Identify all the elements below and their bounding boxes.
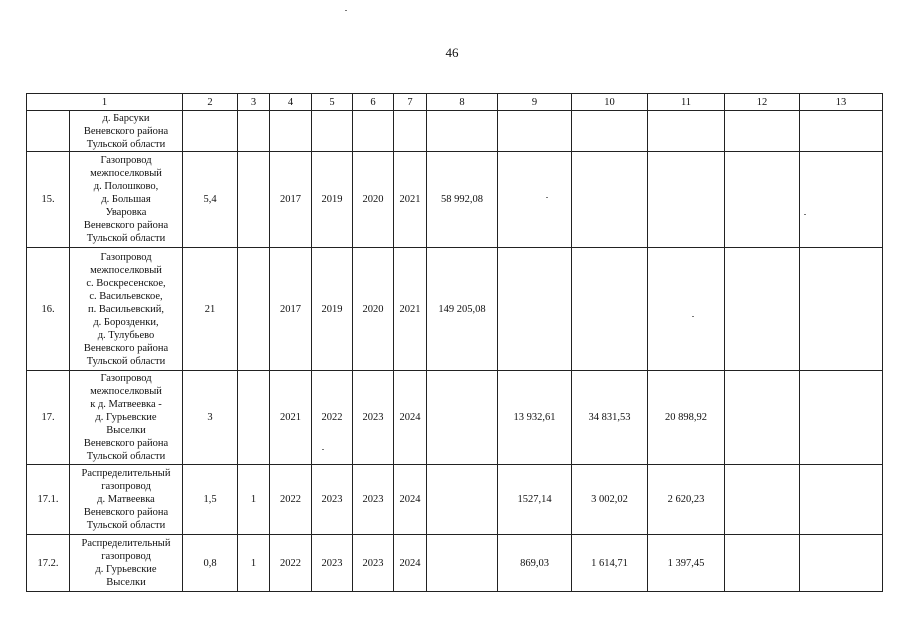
object-name-line: газопровод [101,551,151,562]
cell-col-4: 2017 [270,152,312,248]
cell-col-13 [800,111,883,152]
cell-col-13 [800,535,883,592]
cell-col-11: 1 397,45 [648,535,725,592]
cell-col-10: 1 614,71 [572,535,648,592]
table-row [27,465,883,535]
column-header-3: 3 [238,94,270,111]
cell-col-9: 869,03 [498,535,572,592]
cell-col-9 [498,248,572,371]
cell-col-9: 1527,14 [498,465,572,535]
cell-col-12 [725,248,800,371]
column-header-1: 1 [27,94,183,111]
object-name-line: к д. Матвеевка - [90,399,162,410]
object-name-line: межпоселковый [90,386,162,397]
cell-col-7: 2024 [394,371,427,465]
object-name-line: д. Гурьевские [95,412,157,423]
object-name-line: Газопровод [100,251,152,263]
cell-col-12 [725,465,800,535]
cell-col-8 [427,111,498,152]
cell-col-4: 2021 [270,371,312,465]
cell-col-11 [648,152,725,248]
cell-col-5: 2023 [312,535,353,592]
cell-col-9 [498,152,572,248]
cell-col-8: 58 992,08 [427,152,498,248]
cell-col-7: 2024 [394,465,427,535]
scan-speck [804,214,806,215]
cell-col-7: 2024 [394,535,427,592]
cell-col-5: 2019 [312,248,353,371]
cell-col-3 [238,152,270,248]
object-name-line: Веневского района [83,507,169,518]
cell-col-3: 1 [238,465,270,535]
cell-col-12 [725,111,800,152]
cell-col-10 [572,248,648,371]
cell-col-3 [238,248,270,371]
cell-col-8 [427,465,498,535]
cell-col-3: 1 [238,535,270,592]
column-header-11: 11 [648,94,725,111]
cell-col-4: 2022 [270,465,312,535]
cell-col-7: 2021 [394,152,427,248]
cell-col-11 [648,111,725,152]
column-header-13: 13 [800,94,883,111]
object-name-line: Тульской области [86,520,166,531]
object-name-cell [70,152,183,248]
row-number-cell [27,111,70,152]
object-name-cell [70,111,183,152]
column-header-5: 5 [312,94,353,111]
scan-speck [322,449,324,450]
cell-col-6: 2023 [353,465,394,535]
scan-speck [692,316,694,317]
object-name-line: Веневского района [83,342,169,354]
table-row [27,152,883,248]
object-name-cell [70,535,183,592]
object-name-line: Выселки [106,577,146,588]
cell-col-3 [238,111,270,152]
cell-col-4 [270,111,312,152]
object-name-line: д. Тулубьево [97,329,155,341]
cell-col-12 [725,152,800,248]
cell-col-6: 2020 [353,152,394,248]
cell-col-6 [353,111,394,152]
column-header-12: 12 [725,94,800,111]
cell-col-3 [238,371,270,465]
column-header-2: 2 [183,94,238,111]
object-name-line: межпоселковый [90,264,162,276]
cell-col-2: 5,4 [183,152,238,248]
row-number-cell: 15. [27,152,70,248]
object-name-line: Выселки [106,425,146,436]
object-name-line: Распределительный [81,538,171,549]
cell-col-13 [800,248,883,371]
cell-col-6: 2023 [353,535,394,592]
column-header-6: 6 [353,94,394,111]
cell-col-5: 2023 [312,465,353,535]
object-name-cell [70,371,183,465]
cell-col-5 [312,111,353,152]
object-name-line: Газопровод [100,373,152,384]
column-header-4: 4 [270,94,312,111]
page-number: 46 [445,45,459,60]
object-name-line: д. Полошково, [93,181,159,192]
cell-col-7 [394,111,427,152]
object-name-line: Распределительный [81,468,171,479]
cell-col-13 [800,371,883,465]
row-number-cell: 17.1. [27,465,70,535]
cell-col-6: 2020 [353,248,394,371]
object-name-line: с. Воскресенское, [86,277,166,289]
object-name-line: Газопровод [100,155,152,166]
object-name-line: Уваровка [105,207,147,218]
table-header-row [27,94,883,111]
cell-col-10 [572,111,648,152]
table-row [27,371,883,465]
cell-col-13 [800,465,883,535]
cell-col-2: 3 [183,371,238,465]
object-name-line: Веневского района [83,125,169,137]
object-name-line: д. Барсуки [102,112,150,124]
scan-speck [345,10,347,11]
cell-col-9 [498,111,572,152]
table-row [27,248,883,371]
cell-col-2: 0,8 [183,535,238,592]
scan-speck [546,197,548,198]
table-row [27,111,883,152]
object-name-line: Тульской области [86,233,166,244]
object-name-line: газопровод [101,481,151,492]
cell-col-12 [725,535,800,592]
cell-col-10 [572,152,648,248]
cell-col-11 [648,248,725,371]
cell-col-7: 2021 [394,248,427,371]
object-name-cell [70,248,183,371]
object-name-line: Веневского района [83,438,169,449]
row-number-cell: 16. [27,248,70,371]
column-header-7: 7 [394,94,427,111]
cell-col-10: 3 002,02 [572,465,648,535]
object-name-cell [70,465,183,535]
object-name-line: д. Гурьевские [95,564,157,575]
cell-col-12 [725,371,800,465]
object-name-line: с. Васильевское, [89,290,163,302]
column-header-8: 8 [427,94,498,111]
cell-col-4: 2022 [270,535,312,592]
cell-col-8 [427,535,498,592]
object-name-line: д. Матвеевка [97,494,155,505]
object-name-line: п. Васильевский, [87,303,165,315]
cell-col-11: 20 898,92 [648,371,725,465]
object-name-line: д. Большая [101,194,151,205]
column-header-9: 9 [498,94,572,111]
cell-col-8 [427,371,498,465]
object-name-line: д. Борозденки, [93,316,159,328]
row-number-cell: 17. [27,371,70,465]
cell-col-6: 2023 [353,371,394,465]
cell-col-2 [183,111,238,152]
cell-col-2: 21 [183,248,238,371]
data-table [26,93,883,592]
column-header-10: 10 [572,94,648,111]
cell-col-8: 149 205,08 [427,248,498,371]
object-name-line: Тульской области [86,451,166,462]
object-name-line: Тульской области [86,355,166,367]
cell-col-9: 13 932,61 [498,371,572,465]
cell-col-11: 2 620,23 [648,465,725,535]
cell-col-2: 1,5 [183,465,238,535]
object-name-line: Веневского района [83,220,169,231]
cell-col-13 [800,152,883,248]
row-number-cell: 17.2. [27,535,70,592]
object-name-line: межпоселковый [90,168,162,179]
cell-col-5: 2022 [312,371,353,465]
cell-col-4: 2017 [270,248,312,371]
object-name-line: Тульской области [86,138,166,150]
table-row [27,535,883,592]
cell-col-5: 2019 [312,152,353,248]
cell-col-10: 34 831,53 [572,371,648,465]
